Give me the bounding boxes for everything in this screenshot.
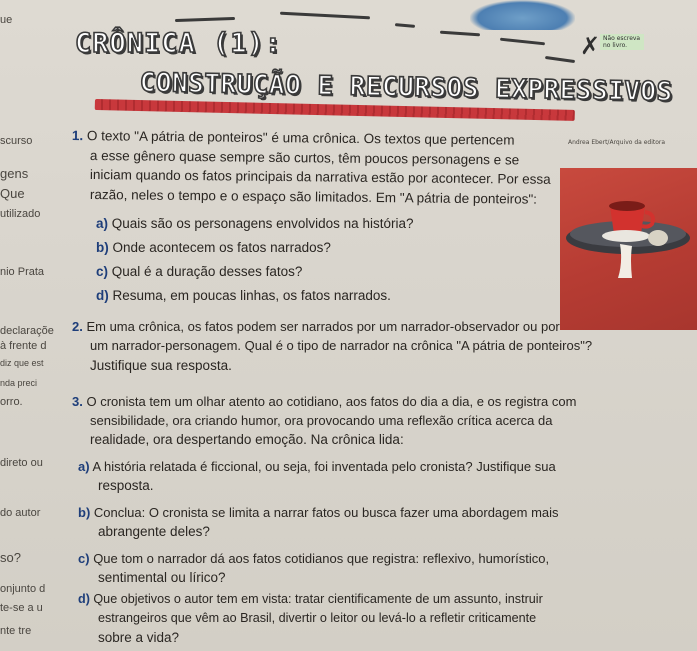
margin-fragment: nda preci <box>0 378 38 388</box>
item-text: Onde acontecem os fatos narrados? <box>112 240 331 255</box>
item-text: Conclua: O cronista se limita a narrar fatos ou busca fazer uma abordagem mais <box>93 505 559 520</box>
item-text: Quais são os personagens envolvidos na história? <box>111 216 414 231</box>
question-2-line <box>72 319 560 334</box>
margin-fragment: ue <box>0 14 13 26</box>
question-1-line: iniciam quando os fatos principais da narrativa estão por acontecer. Por essa <box>89 167 551 187</box>
x-mark-icon: ✗ <box>580 32 601 60</box>
question-1-line <box>72 128 515 148</box>
question-3-item-d <box>78 592 543 606</box>
question-3-line: sensibilidade, ora criando humor, ora provocando uma reflexão crítica acerca da <box>90 413 553 428</box>
question-2-line: Justifique sua resposta. <box>90 358 232 373</box>
margin-fragment: utilizado <box>0 208 41 220</box>
item-letter: d) <box>96 288 109 303</box>
question-3-line <box>72 394 576 409</box>
question-3-item-b <box>78 505 559 520</box>
item-text: Qual é a duração desses fatos? <box>111 264 303 279</box>
illustration-credit: Andrea Ebert/Arquivo da editora <box>568 139 666 146</box>
question-1-item-c <box>96 264 302 279</box>
item-letter: d) <box>78 592 90 606</box>
margin-fragment: te-se a u <box>0 602 43 614</box>
question-3-item-c <box>78 551 549 566</box>
question-number: 1. <box>71 128 84 144</box>
item-letter: c) <box>96 264 109 279</box>
margin-fragment: à frente d <box>0 340 47 352</box>
question-3-item-d-cont: estrangeiros que vêm ao Brasil, divertir o leitor ou levá-lo a refletir criticamente <box>98 611 537 625</box>
margin-fragment: orro. <box>0 396 23 408</box>
question-3-line: realidade, ora despertando emoção. Na crônica lida: <box>90 432 404 447</box>
item-text: Que objetivos o autor tem em vista: tratar cientificamente de um assunto, instruir <box>93 592 543 606</box>
margin-fragment: declaraçõe <box>0 325 54 337</box>
question-3-item-a-cont: resposta. <box>98 478 154 493</box>
margin-fragment: diz que est <box>0 358 44 368</box>
margin-fragment: onjunto d <box>0 583 46 595</box>
note-text: Não escreva no livro. <box>600 34 644 50</box>
question-text: Em uma crônica, os fatos podem ser narrados por um narrador-observador ou por <box>86 319 560 334</box>
question-text: O texto "A pátria de ponteiros" é uma crônica. Os textos que pertencem <box>86 128 515 148</box>
question-text: O cronista tem um olhar atento ao cotidiano, aos fatos do dia a dia, e os registra com <box>86 394 577 409</box>
item-text: Que tom o narrador dá aos fatos cotidianos que registra: reflexivo, humorístico, <box>93 551 550 566</box>
question-2-line: um narrador-personagem. Qual é o tipo de narrador na crônica "A pátria de ponteiros"? <box>90 338 593 353</box>
margin-fragment: gens <box>0 166 29 181</box>
margin-fragment: Que <box>0 186 25 201</box>
item-text: Resuma, em poucas linhas, os fatos narrados. <box>112 288 391 303</box>
question-3-item-b-cont: abrangente deles? <box>98 524 210 539</box>
question-3-item-d-cont: sobre a vida? <box>98 630 180 645</box>
chapter-subtitle: CONSTRUÇÃO E RECURSOS EXPRESSIVOS <box>139 68 673 108</box>
question-number: 2. <box>72 319 83 334</box>
item-letter: b) <box>78 505 91 520</box>
item-letter: a) <box>96 216 109 231</box>
question-3-item-c-cont: sentimental ou lírico? <box>98 570 226 585</box>
margin-fragment: do autor <box>0 507 41 519</box>
question-1-item-d <box>96 288 391 303</box>
margin-fragment: nte tre <box>0 625 32 637</box>
item-text: A história relatada é ficcional, ou seja, foi inventada pelo cronista? Justifique sua <box>92 459 556 474</box>
item-letter: a) <box>78 459 90 474</box>
question-3-item-a <box>78 459 556 474</box>
question-1-item-a <box>96 216 413 231</box>
item-letter: c) <box>78 551 90 566</box>
chapter-title: CRÔNICA (1): <box>75 28 283 59</box>
question-1-item-b <box>96 240 331 255</box>
margin-fragment: so? <box>0 550 21 565</box>
question-number: 3. <box>72 394 83 409</box>
margin-fragment: nio Prata <box>0 266 45 278</box>
item-letter: b) <box>96 240 109 255</box>
margin-fragment: direto ou <box>0 457 43 469</box>
margin-fragment: scurso <box>0 135 33 147</box>
question-1-line: a esse gênero quase sempre são curtos, têm poucos personagens e se <box>89 148 520 168</box>
question-1-line: razão, neles o tempo e o espaço são limitados. Em "A pátria de ponteiros": <box>89 187 538 207</box>
